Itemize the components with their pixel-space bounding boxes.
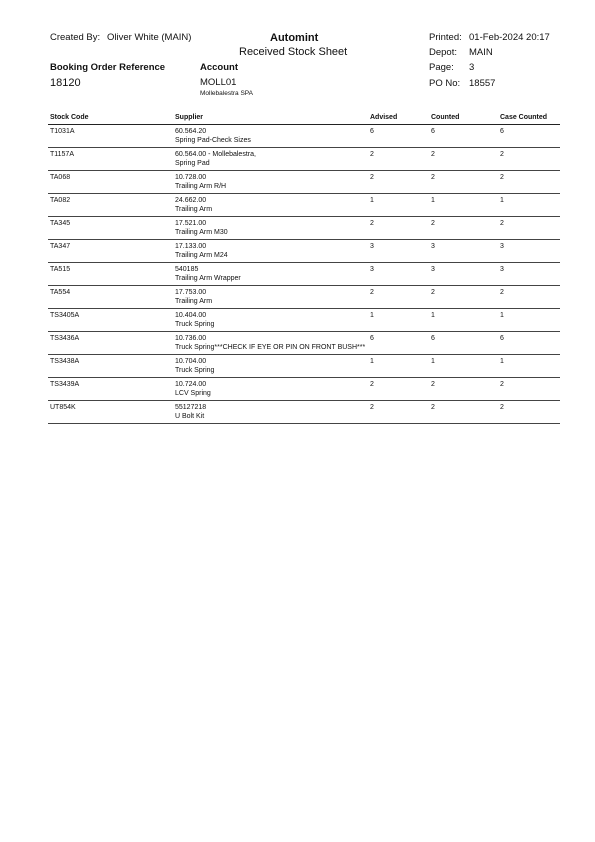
supplier-cell — [175, 243, 228, 260]
counted-cell: 3 — [431, 266, 435, 273]
case-counted-cell: 3 — [500, 243, 504, 250]
table-row — [48, 240, 560, 263]
account-label: Account — [200, 62, 238, 73]
counted-cell: 2 — [431, 174, 435, 181]
item-description: Truck Spring — [175, 320, 215, 328]
col-advised: Advised — [370, 114, 398, 121]
item-description: Trailing Arm M24 — [175, 251, 228, 259]
case-counted-cell: 2 — [500, 151, 504, 158]
case-counted-cell: 2 — [500, 289, 504, 296]
col-stock-code: Stock Code — [50, 114, 89, 121]
company-name: Automint — [270, 32, 319, 44]
page-label: Page: — [429, 62, 454, 73]
stock-code-cell: TS3438A — [50, 358, 80, 365]
counted-cell: 2 — [431, 289, 435, 296]
stock-code-cell: T1031A — [50, 128, 75, 135]
table-row — [48, 194, 560, 217]
supplier-cell — [175, 151, 256, 168]
case-counted-cell: 6 — [500, 128, 504, 135]
supplier-reference: 540185 — [175, 266, 199, 273]
advised-cell: 6 — [370, 128, 374, 135]
counted-cell: 2 — [431, 151, 435, 158]
supplier-cell — [175, 381, 211, 398]
item-description: Trailing Arm M30 — [175, 228, 228, 236]
booking-reference-value: 18120 — [50, 77, 81, 89]
advised-cell: 2 — [370, 151, 374, 158]
advised-cell: 1 — [370, 312, 374, 319]
sheet-title: Received Stock Sheet — [239, 46, 348, 58]
created-by-value: Oliver White (MAIN) — [107, 32, 192, 43]
stock-code-cell: TA347 — [50, 243, 71, 250]
table-row — [48, 217, 560, 240]
case-counted-cell: 2 — [500, 381, 504, 388]
page-value: 3 — [469, 62, 475, 73]
advised-cell: 2 — [370, 404, 374, 411]
supplier-cell — [175, 220, 228, 237]
stock-code-cell: TS3436A — [50, 335, 80, 342]
po-value: 18557 — [469, 78, 496, 89]
advised-cell: 2 — [370, 289, 374, 296]
supplier-reference: 10.704.00 — [175, 358, 207, 365]
advised-cell: 3 — [370, 243, 374, 250]
advised-cell: 2 — [370, 174, 374, 181]
stock-code-cell: T1157A — [50, 151, 74, 158]
stock-table — [48, 114, 560, 424]
table-row — [48, 171, 560, 194]
supplier-reference: 17.133.00 — [175, 243, 207, 250]
stock-code-cell: UT854K — [50, 404, 76, 411]
item-description: Truck Spring***CHECK IF EYE OR PIN ON FRONT BUSH*** — [175, 343, 366, 351]
advised-cell: 3 — [370, 266, 374, 273]
stock-code-cell: TA554 — [50, 289, 71, 296]
supplier-reference: 10.724.00 — [175, 381, 207, 388]
stock-code-cell: TS3405A — [50, 312, 80, 319]
counted-cell: 1 — [431, 312, 435, 319]
counted-cell: 3 — [431, 243, 435, 250]
printed-label: Printed: — [429, 32, 462, 43]
advised-cell: 2 — [370, 220, 374, 227]
supplier-cell — [175, 266, 241, 283]
supplier-reference: 10.736.00 — [175, 335, 207, 342]
table-row — [48, 286, 560, 309]
counted-cell: 6 — [431, 335, 435, 342]
item-description: Trailing Arm R/H — [175, 182, 227, 190]
item-description: Spring Pad-Check Sizes — [175, 136, 251, 144]
col-supplier: Supplier — [175, 114, 204, 121]
counted-cell: 6 — [431, 128, 435, 135]
case-counted-cell: 1 — [500, 197, 504, 204]
printed-value: 01-Feb-2024 20:17 — [469, 32, 550, 43]
case-counted-cell: 2 — [500, 404, 504, 411]
counted-cell: 2 — [431, 404, 435, 411]
supplier-reference: 60.564.00 - Mollebalestra, — [175, 151, 256, 158]
counted-cell: 2 — [431, 381, 435, 388]
item-description: Truck Spring — [175, 366, 215, 374]
item-description: Trailing Arm Wrapper — [175, 274, 241, 282]
stock-code-cell: TA515 — [50, 266, 71, 273]
supplier-cell — [175, 335, 365, 352]
supplier-reference: 10.404.00 — [175, 312, 207, 319]
supplier-cell — [175, 174, 226, 191]
case-counted-cell: 6 — [500, 335, 504, 342]
case-counted-cell: 1 — [500, 312, 504, 319]
supplier-cell — [175, 358, 214, 375]
col-counted: Counted — [431, 114, 460, 121]
supplier-cell — [175, 197, 212, 214]
supplier-cell — [175, 312, 214, 329]
case-counted-cell: 3 — [500, 266, 504, 273]
table-row — [48, 148, 560, 171]
po-label: PO No: — [429, 78, 461, 89]
table-row — [48, 401, 560, 424]
counted-cell: 1 — [431, 197, 435, 204]
table-row — [48, 263, 560, 286]
advised-cell: 1 — [370, 358, 374, 365]
table-row — [48, 332, 560, 355]
col-case-counted: Case Counted — [500, 114, 548, 121]
table-row — [48, 378, 560, 401]
item-description: Trailing Arm — [175, 297, 213, 305]
account-code: MOLL01 — [200, 77, 237, 88]
supplier-cell — [175, 289, 212, 306]
item-description: Trailing Arm — [175, 205, 213, 213]
stock-code-cell: TA082 — [50, 197, 71, 204]
supplier-cell — [175, 404, 206, 421]
stock-code-cell: TS3439A — [50, 381, 80, 388]
supplier-reference: 10.728.00 — [175, 174, 207, 181]
advised-cell: 2 — [370, 381, 374, 388]
booking-reference-label: Booking Order Reference — [50, 62, 166, 73]
table-row — [48, 309, 560, 332]
created-by-label: Created By: — [50, 32, 101, 43]
item-description: LCV Spring — [175, 389, 211, 397]
table-header — [48, 114, 560, 125]
item-description: Spring Pad — [175, 159, 210, 167]
supplier-reference: 60.564.20 — [175, 128, 207, 135]
supplier-reference: 55127218 — [175, 404, 207, 411]
counted-cell: 1 — [431, 358, 435, 365]
item-description: U Bolt Kit — [175, 412, 205, 420]
supplier-reference: 17.753.00 — [175, 289, 207, 296]
advised-cell: 6 — [370, 335, 374, 342]
supplier-reference: 17.521.00 — [175, 220, 207, 227]
case-counted-cell: 2 — [500, 174, 504, 181]
depot-label: Depot: — [429, 47, 457, 58]
counted-cell: 2 — [431, 220, 435, 227]
case-counted-cell: 2 — [500, 220, 504, 227]
supplier-reference: 24.662.00 — [175, 197, 207, 204]
stock-code-cell: TA345 — [50, 220, 71, 227]
table-row — [48, 355, 560, 378]
account-name: Mollebalestra SPA — [200, 90, 253, 97]
advised-cell: 1 — [370, 197, 374, 204]
table-body — [48, 125, 560, 424]
depot-value: MAIN — [469, 47, 493, 58]
supplier-cell — [175, 128, 251, 145]
stock-code-cell: TA068 — [50, 174, 71, 181]
table-row — [48, 125, 560, 148]
case-counted-cell: 1 — [500, 358, 504, 365]
